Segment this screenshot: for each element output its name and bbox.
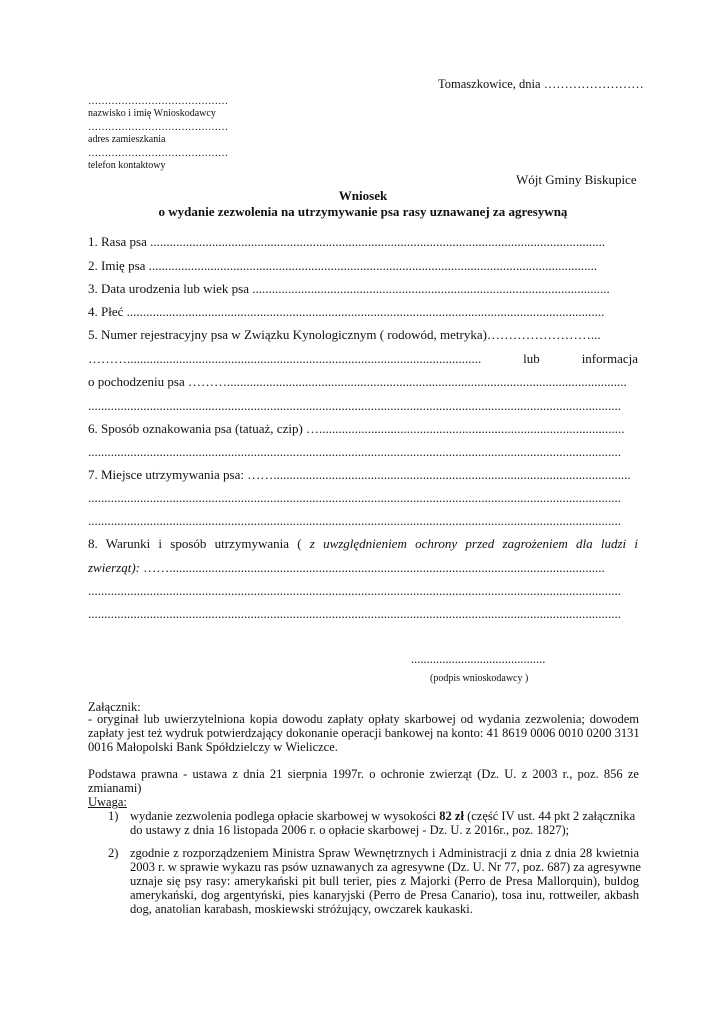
field-breed: 1. Rasa psa ............................................................................................................................................ xyxy=(88,234,606,249)
note-1-text-pre: wydanie zezwolenia podlega opłacie skarbowej w wysokości xyxy=(130,809,440,823)
note-1-line2: do ustawy z dnia 16 listopada 2006 r. o opłacie skarbowej - Dz. U. z 2016r., poz. 1827); xyxy=(130,823,570,837)
place-date: Tomaszkowice, dnia …………………… xyxy=(438,77,644,91)
note-2-number: 2) xyxy=(108,846,119,860)
field-conditions-line4: .................................................................................................................................................................... xyxy=(88,606,621,621)
signature-dots: ........................................... xyxy=(411,652,546,666)
title-subheading: o wydanie zezwolenia na utrzymywanie psa rasy uznawanej za agresywną xyxy=(158,204,568,219)
applicant-name-label: nazwisko i imię Wnioskodawcy xyxy=(88,108,216,119)
field-dog-name: 2. Imię psa .......................................................................................................................................... xyxy=(88,258,598,273)
note-2-line3: uznaje się psy rasy: amerykański pit bull terier, pies z Majorki (Perro de Presa Mallorquin), buldog xyxy=(130,874,639,888)
note-1-text-post: (część IV ust. 44 pkt 2 załącznika xyxy=(463,809,636,823)
field-marking-line2: .................................................................................................................................................................... xyxy=(88,444,621,459)
legal-basis-line1: Podstawa prawna - ustawa z dnia 21 sierpnia 1997r. o ochronie zwierząt (Dz. U. z 2003 r., poz. 856 ze xyxy=(88,767,639,781)
notes-heading: Uwaga: xyxy=(88,795,127,809)
field-registration-info: informacja xyxy=(581,351,638,366)
field-origin: o pochodzeniu psa ………........................................................................................................................... xyxy=(88,374,627,389)
field-keeping-place: 7. Miejsce utrzymywania psa: …….............................................................................................................. xyxy=(88,467,631,482)
field-conditions-dots: ……...................................................................................................................................... xyxy=(140,560,605,575)
applicant-name-dots: …………………………………… xyxy=(88,96,228,107)
signature-label: (podpis wnioskodawcy ) xyxy=(430,673,529,684)
note-2-line4: amerykański, dog argentyński, pies kanaryjski (Perro de Presa Canario), tosa inu, rottweiler, akbash xyxy=(130,888,639,902)
applicant-address-dots: …………………………………… xyxy=(88,122,228,133)
field-registration-number: 5. Numer rejestracyjny psa w Związku Kynologicznym ( rodowód, metryka)……………………... xyxy=(88,327,601,342)
attachment-line1: - oryginał lub uwierzytelniona kopia dowodu zapłaty opłaty skarbowej od wydania zezwolenia; dowodem xyxy=(88,712,639,726)
field-conditions-italic-line2: zwierząt): xyxy=(88,560,140,575)
field-conditions-prefix: 8. Warunki i sposób utrzymywania ( xyxy=(88,536,310,551)
field-conditions-italic: z uwzględnieniem ochrony przed zagrożeniem dla ludzi i xyxy=(309,536,638,551)
field-conditions xyxy=(88,536,638,552)
applicant-address-label: adres zamieszkania xyxy=(88,134,166,145)
applicant-phone-label: telefon kontaktowy xyxy=(88,160,166,171)
attachment-line3: 0016 Małopolski Bank Spółdzielczy w Wieliczce. xyxy=(88,740,338,754)
addressee: Wójt Gminy Biskupice xyxy=(516,172,637,187)
field-origin-line2: .................................................................................................................................................................... xyxy=(88,398,621,413)
field-birth-date: 3. Data urodzenia lub wiek psa .............................................................................................................. xyxy=(88,281,610,296)
field-keeping-place-line2: .................................................................................................................................................................... xyxy=(88,490,621,505)
title-heading: Wniosek xyxy=(338,188,388,203)
attachment-line2: zapłaty jest też wydruk potwierdzający dokonanie operacji bankowej na konto: 41 8619 0006 0010 0200 3131 xyxy=(88,726,640,740)
note-2-line1: zgodnie z rozporządzeniem Ministra Spraw Wewnętrznych i Administracji z dnia z dnia 28 kwietnia xyxy=(130,846,639,860)
note-1-fee: 82 zł xyxy=(439,809,464,823)
attachment-heading: Załącznik: xyxy=(88,700,141,714)
note-1-line1 xyxy=(130,809,635,824)
note-2-line5: dog, anatolian karabash, moskiewski stróżujący, owczarek kaukaski. xyxy=(130,902,473,916)
legal-basis-line2: zmianami) xyxy=(88,781,142,795)
note-2-line2: 2003 r. w sprawie wykazu ras psów uznawanych za agresywne (Dz. U. Nr 77, poz. 687) za agresywne xyxy=(130,860,641,874)
field-marking: 6. Sposób oznakowania psa (tatuaż, czip) ….............................................................................................. xyxy=(88,421,625,436)
field-conditions-line3: .................................................................................................................................................................... xyxy=(88,583,621,598)
field-registration-dots: ………............................................................................................................. xyxy=(88,351,482,366)
field-keeping-place-line3: .................................................................................................................................................................... xyxy=(88,513,621,528)
field-registration-lub: lub xyxy=(523,351,540,366)
applicant-phone-dots: …………………………………… xyxy=(88,148,228,159)
note-1-number: 1) xyxy=(108,809,119,823)
field-sex: 4. Płeć ................................................................................................................................................... xyxy=(88,304,605,319)
